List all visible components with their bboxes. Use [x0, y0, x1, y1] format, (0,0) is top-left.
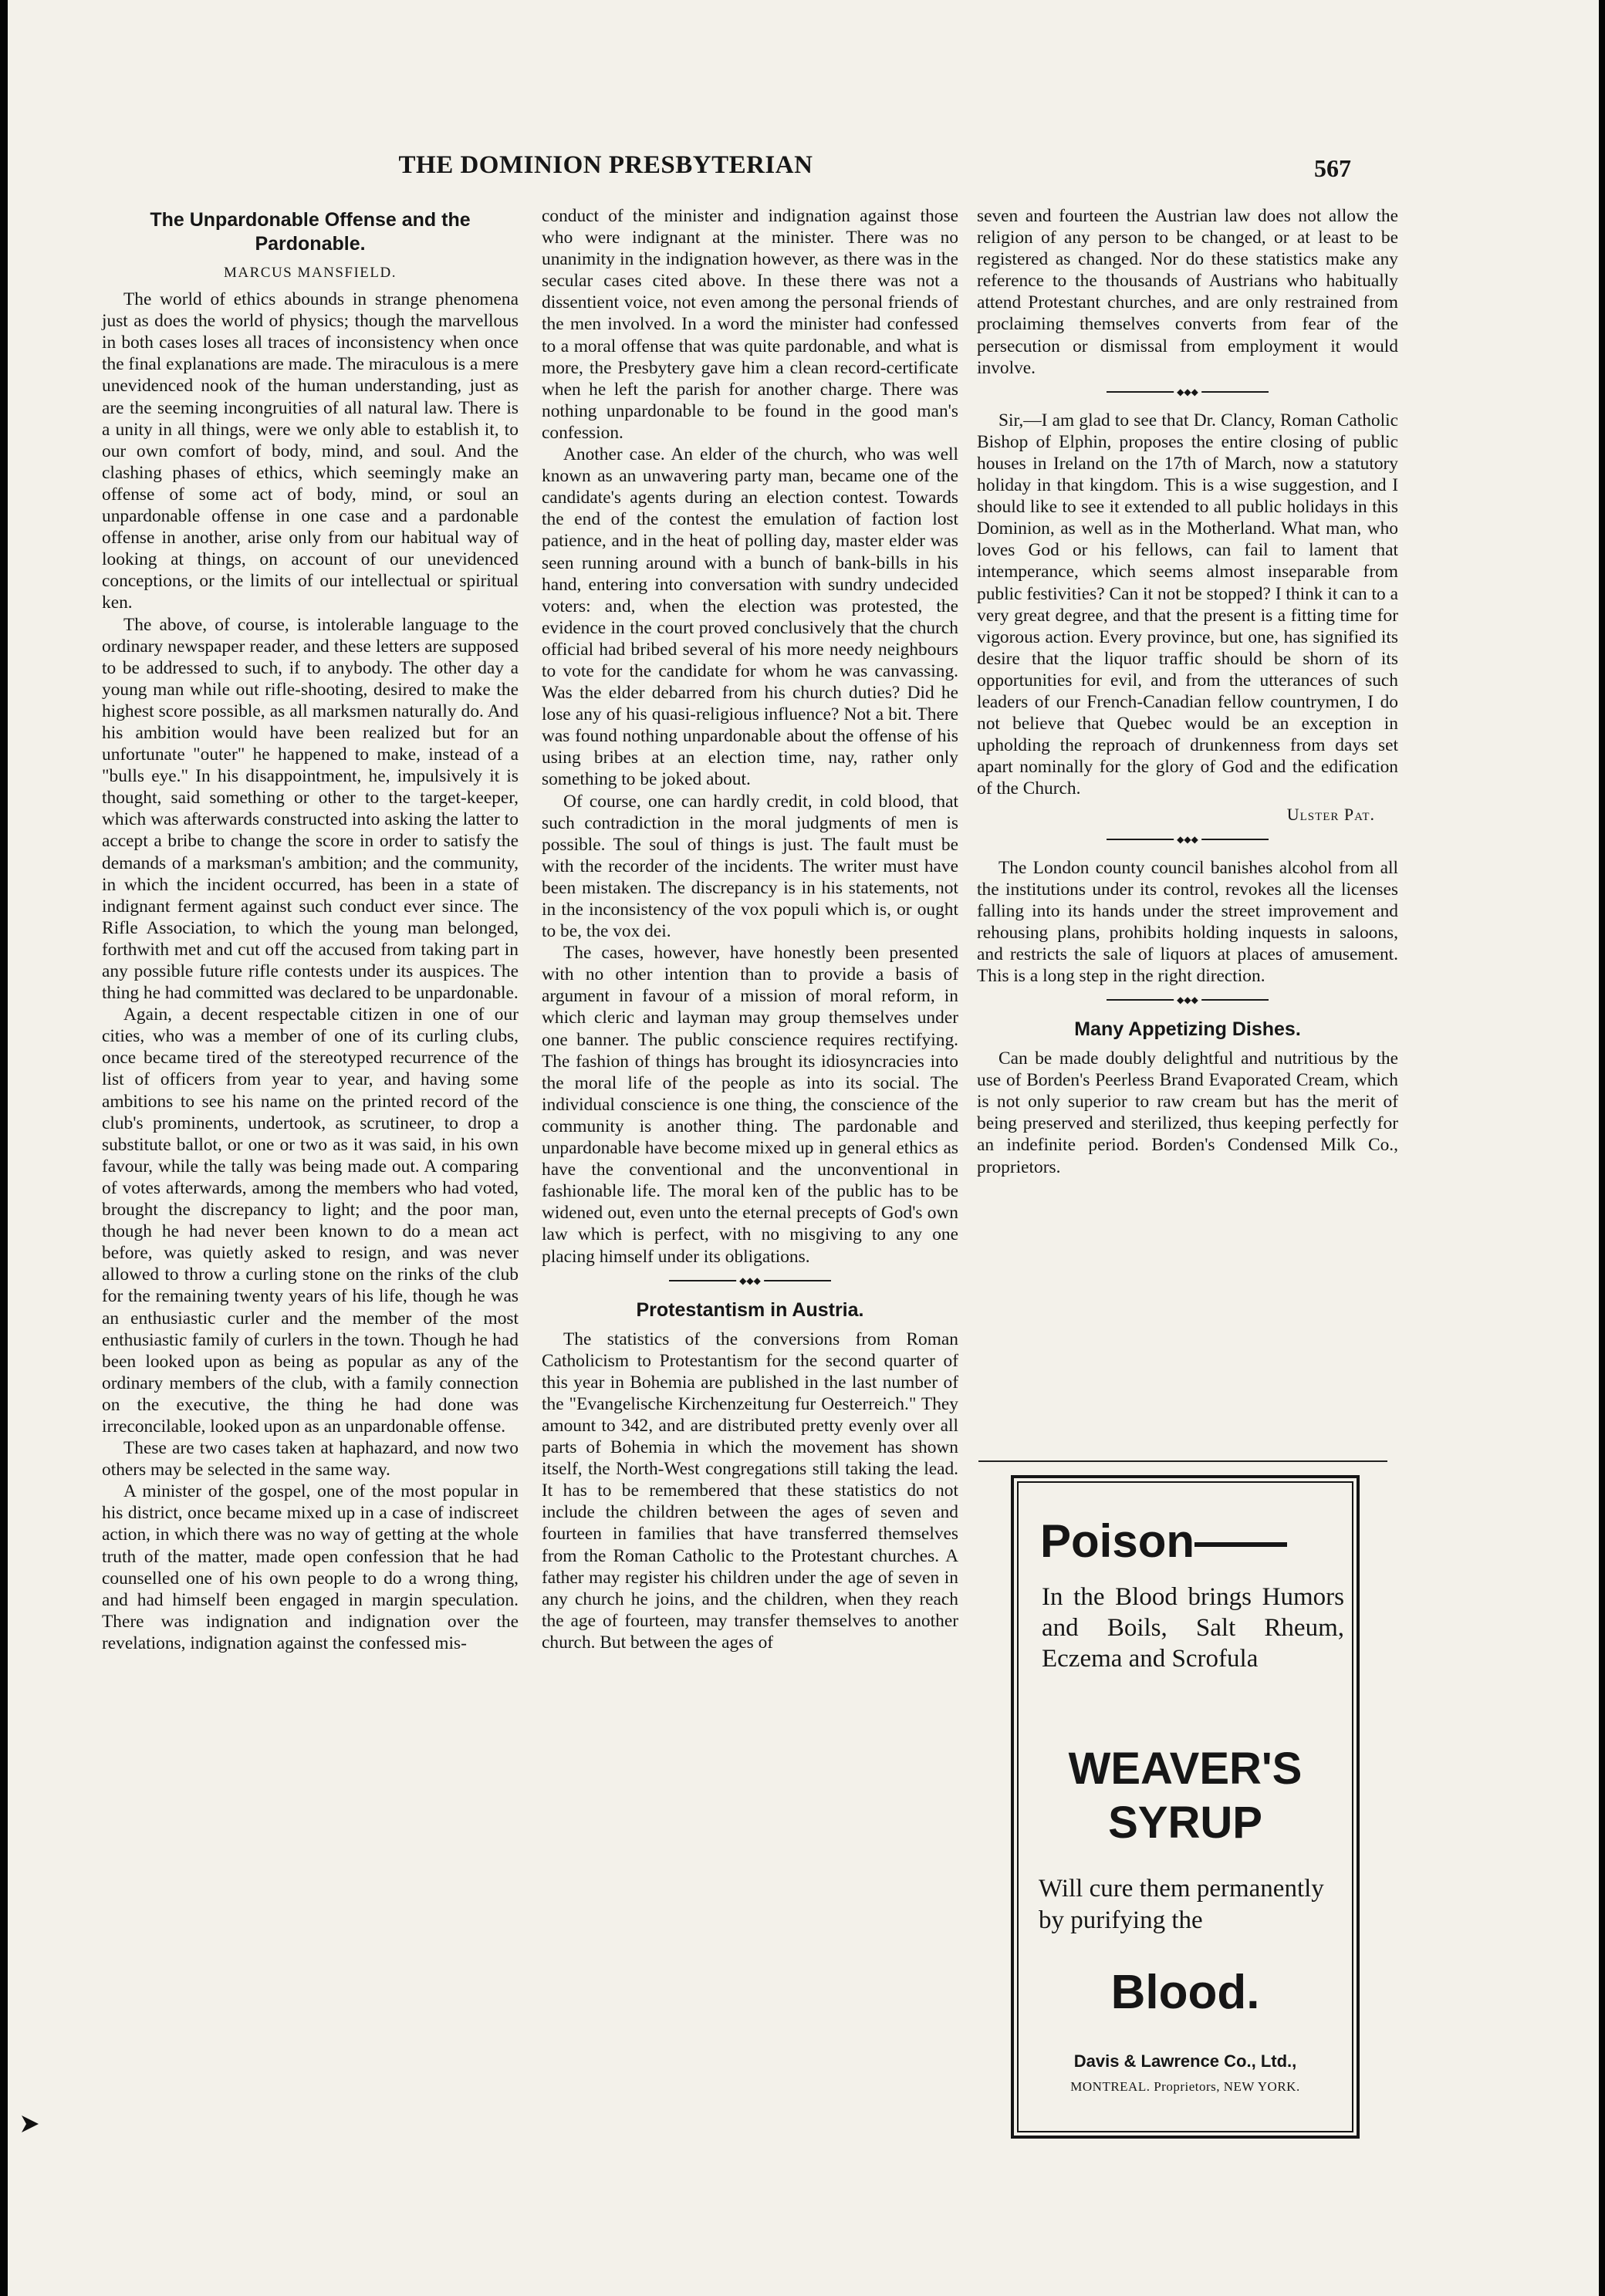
- ad-blood: Blood.: [1110, 1966, 1260, 2019]
- divider-ornament-icon: ◆◆◆: [1174, 834, 1201, 845]
- weavers-syrup-advertisement: [1011, 1475, 1360, 2139]
- column-rule: [978, 1460, 1387, 1462]
- ad-brand: [1019, 1742, 1352, 1850]
- letter-signature: Ulster Pat.: [1286, 805, 1375, 825]
- article-paragraph: The above, of course, is intolerable language to the ordinary newspaper reader, and these letters are supposed to be addressed to such, if to anybody. The other day a young man while out rifle-shooting, desired to make the highest score possible, as all marksmen naturally do. And his ambition would have been realized but for an unfortunate "outer" he happened to make, instead of a "bulls eye." In his disappointment, he, impulsively it is thought, said something or other to the target-keeper, which was afterwards constructed into asking the latter to accept a bribe to change the score in order to satisfy the demands of a marksman's ambition; and the community, in which the incident occurred, has been in a state of indignant ferment against such conduct ever since. The Rifle Association, to which the young man belonged, forthwith met and cut off the accused from taking part in any possible future rifle contests under its auspices. The thing he had committed was declared to be unpardonable.: [102, 614, 519, 1004]
- article-paragraph: Another case. An elder of the church, who was well known as an unwavering party man, became one of the candidate's agents during an election contest. Towards the end of the contest the emulation of faction lost patience, and in the heat of polling day, master elder was seen running around with a bunch of bank-bills in his hand, entering into conversation with sundry undecided voters: and, when the election was protested, the evidence in the court proved conclusively that the church official had bribed several of his more needy neighbours to vote for the candidate for whom he was canvassing. Was the elder debarred from his church duties? Did he lose any of his quasi-religious influence? Not a bit. There was found nothing unpardonable about the offense of his using bribes at an election time, nay, rather only something to be joked about.: [542, 444, 958, 790]
- london-note: The London county council banishes alcohol from all the institutions under its control, revokes all the licenses falling into its hands under the street improvement and rehousing plans, prohibits holding inquests in saloons, and restricts the sale of liquors at places of amusement. This is a long step in the right direction.: [977, 857, 1398, 986]
- ad-headline: Poison——: [1040, 1515, 1288, 1567]
- divider-ornament-icon: ◆◆◆: [736, 1275, 764, 1286]
- page-number: 567: [1314, 154, 1351, 182]
- dishes-title: Many Appetizing Dishes.: [1074, 1018, 1301, 1041]
- divider-ornament-icon: ◆◆◆: [1174, 994, 1201, 1005]
- ad-body: In the Blood brings Humors and Boils, Salt Rheum, Eczema and Scrofula: [1042, 1583, 1344, 1673]
- column-3: [977, 205, 1398, 1178]
- newspaper-page: [8, 0, 1599, 2296]
- section-divider: [1107, 994, 1269, 1005]
- article-paragraph: The world of ethics abounds in strange phenomena just as does the world of physics; though the marvellous in both cases loses all traces of inconsistency when once the final explanations are made. The miraculous is a mere unevidenced nook of the human understanding, just as are the seeming incongruities of all natural law. There is a unity in all things, were we only able to establish it, to our own comfort of body, mind, and soul. And the clashing phases of ethics, which seemingly make an offense of some act of body, mind, or soul an unpardonable offense in one case and a pardonable offense in another, arise only from our habitual way of looking at things, on account of our unevidenced conceptions, or the limits of our intellectual or spiritual ken.: [102, 289, 519, 613]
- column-1: [102, 205, 519, 1654]
- ad-brand-line-2: SYRUP: [1108, 1798, 1262, 1848]
- ad-cities: MONTREAL. Proprietors, NEW YORK.: [1070, 2079, 1300, 2094]
- margin-arrow-icon: [20, 2112, 40, 2136]
- section-divider: [1107, 834, 1269, 845]
- article-paragraph: seven and fourteen the Austrian law does not allow the religion of any person to be changed, or at least to be registered as changed. Nor do these statistics make any reference to the thousands of Austrians who habitually attend Protestant churches, and are only restrained from proclaiming themselves converts from fear of the persecution or dismissal from employment it would involve.: [977, 206, 1398, 378]
- divider-ornament-icon: ◆◆◆: [1174, 387, 1201, 397]
- article-title: The Unpardonable Offense and the Pardonable.: [150, 209, 471, 255]
- letter-text: Sir,—I am glad to see that Dr. Clancy, Roman Catholic Bishop of Elphin, proposes the entire closing of public houses in Ireland on the 17th of March, now a statutory holiday in that kingdom. This is a wise suggestion, and I should like to see it extended to all public holidays in this Dominion, as well as in the Motherland. What man, who loves God or his fellows, can fail to lament that intemperance, which seems almost inseparable from public festivities? Can it not be stopped? I think it can to a very great degree, and that the present is a fitting time for vigorous action. Every province, but one, has signified its desire that the liquor traffic should be shorn of its opportunities for evil, and from the utterances of such leaders of our French-Canadian fellow countrymen, I do not believe that Quebec would be an exception in upholding the reproach of drunkenness from days set apart nominally for the glory of God and the edification of the Church.: [977, 410, 1398, 799]
- column-2: [542, 205, 958, 1653]
- section-divider: [669, 1275, 831, 1286]
- ad-inner-border: [1017, 1481, 1353, 2132]
- running-title: THE DOMINION PRESBYTERIAN: [398, 151, 813, 179]
- ad-company: Davis & Lawrence Co., Ltd.,: [1073, 2051, 1297, 2071]
- dishes-text: Can be made doubly delightful and nutritious by the use of Borden's Peerless Brand Evaporated Cream, which is not only superior to raw cream but has the merit of being preserved and sterilized, thus keeping perfectly for an indefinite period. Borden's Condensed Milk Co., proprietors.: [977, 1048, 1398, 1177]
- ad-brand-line-1: WEAVER'S: [1068, 1744, 1303, 1794]
- article-paragraph: Again, a decent respectable citizen in one of our cities, who was a member of one of its curling clubs, once became tired of the stereotyped recurrence of the list of officers from year to year, and having some ambitions to see his name on the printed record of the club's prominents, undertook, as scrutineer, to drop a substitute ballot, or one or two as it was said, in his own favour, while the tally was being made out. A comparing of votes afterwards, among the members who had voted, brought the discrepancy to light; and the poor man, though he had never been known to do a mean act before, was quietly asked to resign, and was never allowed to throw a curling stone on the rinks of the club for the remaining twenty years of his life, though he was an enthusiastic curler and the member of the most enthusiastic family of curlers in the town. Though he had been looked upon as being as popular as any of the ordinary members of the club, with a family connection on the executive, the thing he had done was irreconcilable, looked upon as an unpardonable offense.: [102, 1004, 519, 1437]
- section-paragraph: The statistics of the conversions from Roman Catholicism to Protestantism for the second quarter of this year in Bohemia are published in the last number of the "Evangelische Kirchenzeitung fur Oesterreich." They amount to 342, and are distributed pretty evenly over all parts of Bohemia in which the movement has shown itself, the North-West congregations still taking the lead. It has to be remembered that these statistics do not include the children between the ages of seven and fourteen in families that have transferred themselves from the Roman Catholic to the Protestant churches. A father may register his children under the age of seven in any church he joins, and the children, when they reach the age of fourteen, may transfer themselves to another church. But between the ages of: [542, 1329, 958, 1653]
- article-paragraph: conduct of the minister and indignation against those who were indignant at the minister. There was no unanimity in the indignation however, as there was in the secular cases cited above. In these there was not a dissentient voice, not even among the personal friends of the men involved. In a word the minister had confessed to a moral offense that was quite pardonable, and what is more, the Presbytery gave him a clean record-certificate when he left the parish for another charge. There was nothing unpardonable to be found in the good man's confession.: [542, 206, 958, 443]
- article-paragraph: A minister of the gospel, one of the most popular in his district, once became mixed up in a case of indiscreet action, in which there was no way of getting at the whole truth of the matter, made open confession that he had counselled one of his own people to do a wrong thing, and had himself been engaged in margin speculation. There was indignation and indignation over the revelations, indignation against the confessed mis-: [102, 1481, 519, 1653]
- article-paragraph: These are two cases taken at haphazard, and now two others may be selected in the same way.: [102, 1438, 519, 1481]
- ad-cure-text: Will cure them permanently by purifying the: [1039, 1875, 1324, 1934]
- section-title: Protestantism in Austria.: [636, 1298, 864, 1321]
- section-divider: [1107, 387, 1269, 397]
- article-paragraph: Of course, one can hardly credit, in cold blood, that such contradiction in the moral judgments of men is possible. The soul of things is just. The fault must be with the recorder of the incidents. The writer must have been mistaken. The discrepancy is in his statements, not in the inconsistency of the vox populi which is, or ought to be, the vox dei.: [542, 791, 958, 942]
- article-byline: MARCUS MANSFIELD.: [224, 265, 397, 281]
- article-paragraph: The cases, however, have honestly been presented with no other intention than to provide a basis of argument in favour of a mission of moral reform, in which cleric and layman may group themselves under one banner. The public conscience requires rectifying. The fashion of things has brought its idiosyncracies into the moral life of the people as into its social. The individual conscience is one thing, the conscience of the community is another thing. The pardonable and unpardonable have become mixed up in general ethics as have the conventional and the unconventional in fashionable life. The moral ken of the public has to be widened out, even unto the eternal precepts of God's own law which is perfect, with no misgiving to any one placing himself under its obligations.: [542, 943, 958, 1267]
